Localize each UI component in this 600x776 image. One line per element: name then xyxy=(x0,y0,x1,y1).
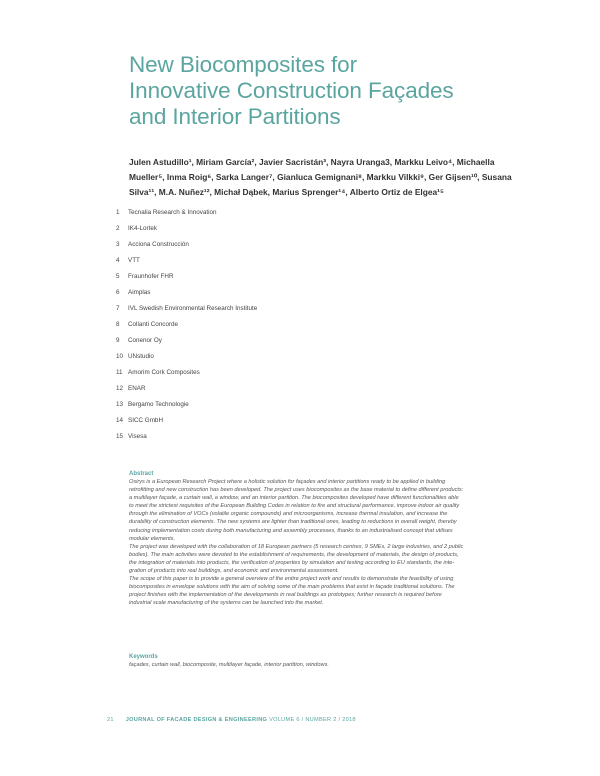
abstract-line: modular elements. xyxy=(129,535,176,542)
author-line: Mueller⁵, Inma Roig⁶, Sarka Langer⁷, Gianluca Gemignani⁸, Markku Vilkki⁹, Ger Gijsen¹⁰, Susana xyxy=(129,172,512,182)
page-number: 21 xyxy=(107,717,114,723)
affiliation-name: Conenor Oy xyxy=(128,337,162,344)
abstract-line: project finishes with the implementation of the developments in real buildings as prototypes; further research is required before xyxy=(129,592,442,599)
affiliation-number: 9 xyxy=(116,337,120,344)
affiliation-name: ENAR xyxy=(128,385,146,392)
author-list xyxy=(129,155,529,200)
affiliation-number: 5 xyxy=(116,273,120,280)
affiliation-number: 4 xyxy=(116,257,120,264)
abstract-line: bodies). The main activities were devoted to the establishment of requirements, the development of materials, the design of products, xyxy=(129,551,459,558)
affiliation-number: 6 xyxy=(116,289,120,296)
abstract-line: to meet the strictest requisites of the European Building Codes in relation to fire and structural performance, improve indoor air quality xyxy=(129,503,460,510)
affiliation-name: Fraunhofer FHR xyxy=(128,273,174,280)
author-line: Julen Astudillo¹, Miriam García², Javier Sacristán³, Nayra Uranga3, Markku Leivo⁴, Michaella xyxy=(129,157,495,167)
affiliation-number: 10 xyxy=(116,353,124,360)
affiliation-number: 1 xyxy=(116,209,120,216)
abstract-line: the integration of materials into products, the verification of properties by simulation and testing according to EU standards, the inte- xyxy=(129,559,455,566)
author-line: Silva¹¹, M.A. Nuñez¹², Michał Dąbek, Marius Sprenger¹⁴, Alberto Ortiz de Elgea¹⁵ xyxy=(129,187,444,197)
affiliation-number: 7 xyxy=(116,305,120,312)
abstract-line: industrial scale manufacturing of the systems can be launched into the market. xyxy=(129,600,324,607)
affiliation-name: Collanti Concorde xyxy=(128,321,179,328)
affiliation-name: Tecnalia Research & Innovation xyxy=(128,209,217,216)
affiliation-name: Visesa xyxy=(128,433,147,440)
title-line: Innovative Construction Façades xyxy=(129,78,454,103)
affiliation-name: Bergamo Technologie xyxy=(128,401,189,408)
affiliation-name: Acciona Construcción xyxy=(128,241,189,248)
journal-name: JOURNAL OF FACADE DESIGN & ENGINEERING xyxy=(125,717,268,723)
affiliation-name: SICC GmbH xyxy=(128,417,163,424)
affiliation-number: 13 xyxy=(116,401,124,408)
keywords-heading: Keywords xyxy=(129,654,158,660)
affiliation-number: 8 xyxy=(116,321,120,328)
affiliation-number: 15 xyxy=(116,433,124,440)
affiliation-name: UNstudio xyxy=(128,353,154,360)
affiliation-name: VTT xyxy=(128,257,140,264)
abstract-line: gration of products into real buildings, and economic and environmental assessment. xyxy=(129,568,339,575)
affiliation-number: 12 xyxy=(116,385,124,392)
abstract-line: The scope of this paper is to provide a general overview of the entire project work and results to demonstrate the feasibility of using xyxy=(129,576,454,583)
volume-info: VOLUME 6 / NUMBER 2 / 2018 xyxy=(269,717,356,723)
abstract-heading: Abstract xyxy=(129,471,154,477)
affiliation-number: 11 xyxy=(116,369,123,376)
title-line: and Interior Partitions xyxy=(129,104,341,129)
abstract-line: The project was developed with the collaboration of 18 European partners (5 research centres, 9 SMEs, 2 large industries, and 2 public xyxy=(129,543,464,550)
affiliation-number: 2 xyxy=(116,225,120,232)
affiliation-name: IK4-Lortek xyxy=(128,225,158,232)
abstract-line: through the elimination of VOCs (volatile organic compounds) and microorganisms, increase thermal insulation, and increase the xyxy=(129,511,448,518)
abstract-line: a multilayer façade, a curtain wall, a window, and an interior partition. The biocomposites developed have different functionalities able xyxy=(129,495,459,502)
abstract-line: durability of construction elements. The new systems are lighter than traditional ones, leading to reductions in overall weight, thereby xyxy=(129,519,457,526)
abstract-line: Osirys is a European Research Project where a holistic solution for façades and interior partitions ready to be applied in building xyxy=(129,479,446,485)
affiliation-name: IVL Swedish Environmental Research Institute xyxy=(128,305,258,312)
affiliation-name: Amorim Cork Composites xyxy=(128,369,200,376)
paper-title xyxy=(129,52,549,130)
keywords-section xyxy=(129,653,529,669)
abstract-line: retrofitting and new construction has been developed. The project uses biocomposites as the base material to define different products: xyxy=(129,487,464,494)
affiliation-number: 14 xyxy=(116,417,124,424)
abstract-line: biocomposites in envelope solutions with the aim of solving some of the main problems that exist in façade traditional solutions. The xyxy=(129,584,455,591)
title-line: New Biocomposites for xyxy=(129,52,357,77)
abstract-section xyxy=(129,470,529,608)
affiliation-number: 3 xyxy=(116,241,120,248)
page-footer xyxy=(107,716,507,724)
affiliation-name: Aimplas xyxy=(128,289,151,296)
abstract-line: reducing implementation costs during both manufacturing and assembly processes, thanks to an industrialised concept that utilises xyxy=(129,527,453,534)
keywords-text: façades, curtain wall, biocomposite, multilayer façade, interior partition, windows. xyxy=(129,662,329,668)
